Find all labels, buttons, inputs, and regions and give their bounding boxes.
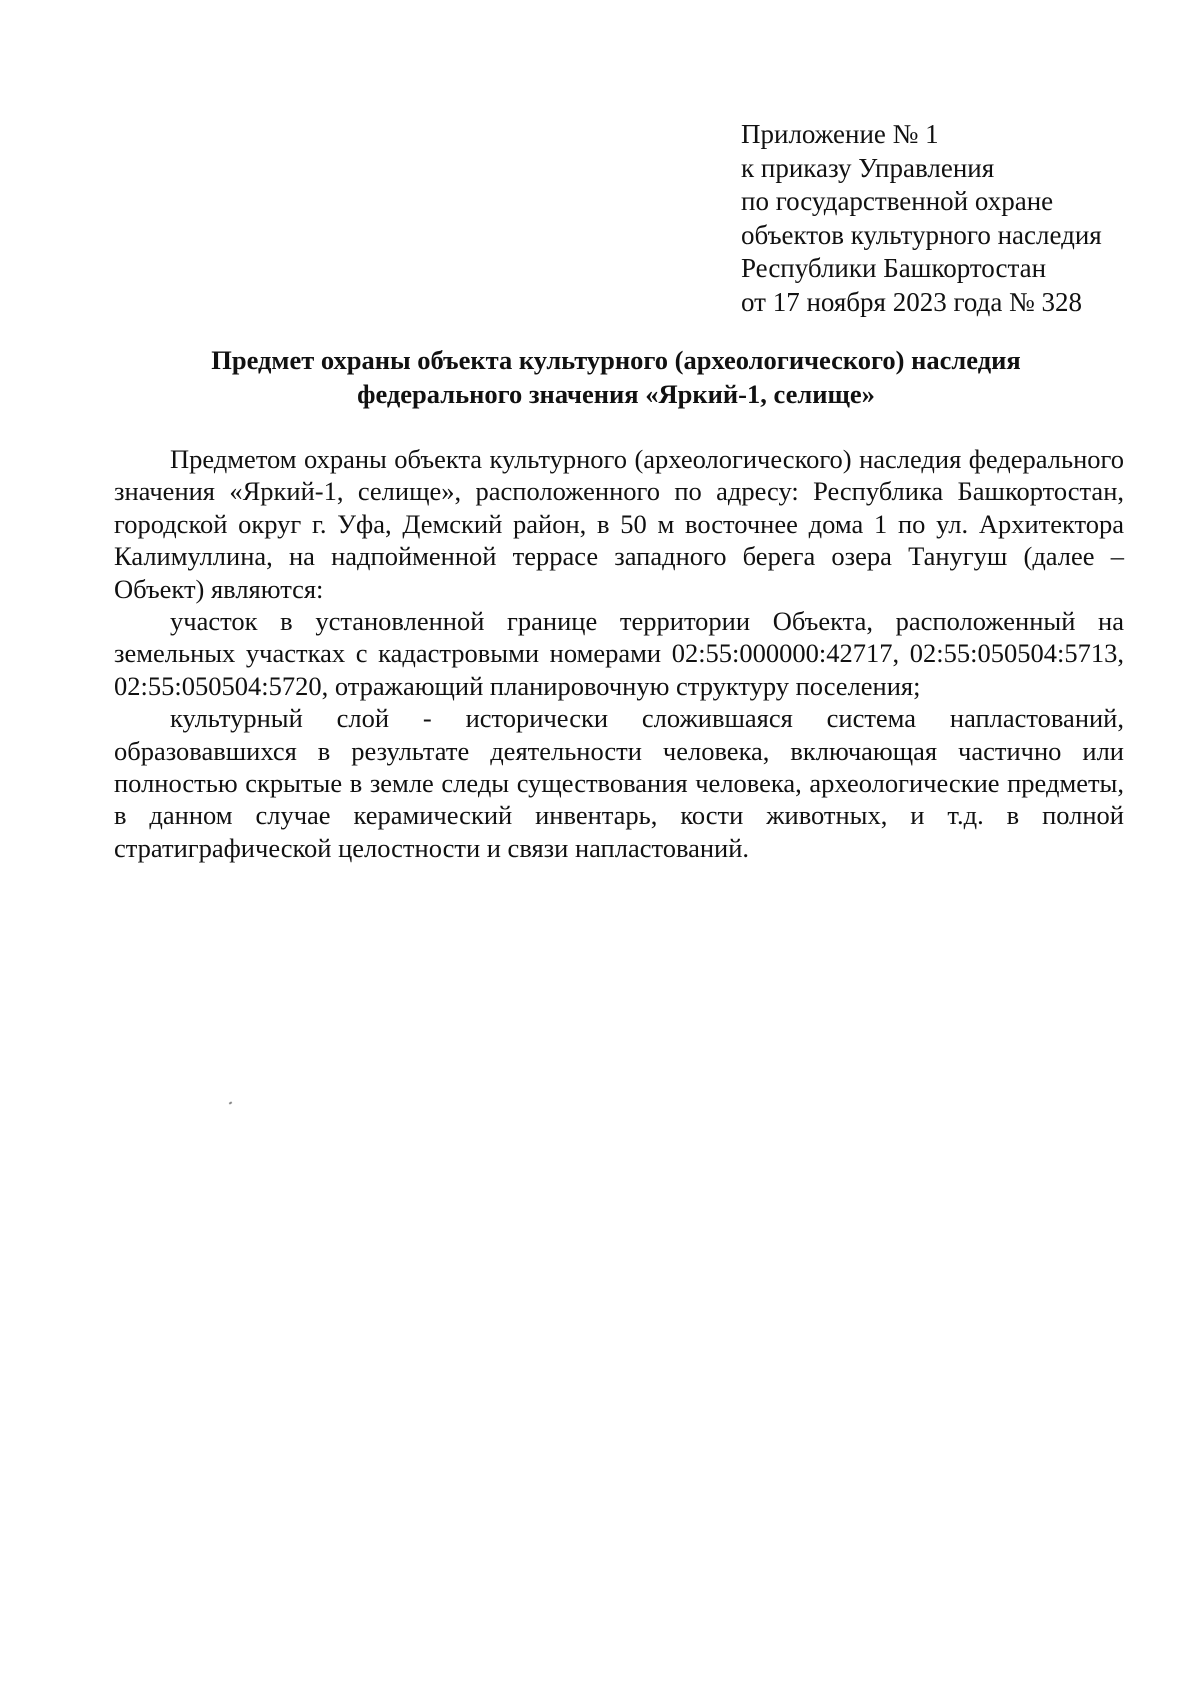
document-title-line-1: Предмет охраны объекта культурного (археологического) наследия bbox=[211, 345, 1021, 375]
body-paragraph-plot: участок в установленной границе территории Объекта, расположенный на земельных участках с кадастровыми номерами 02:55:000000:42717, 02:55:050504:5713, 02:55:050504:5720, отражающий планировочную структуру поселения; bbox=[114, 606, 1124, 701]
appendix-header bbox=[741, 118, 1161, 319]
scan-artifact bbox=[229, 1101, 233, 1104]
document-title bbox=[110, 344, 1122, 411]
appendix-line-objects: объектов культурного наследия bbox=[741, 219, 1102, 250]
appendix-line-department: по государственной охране bbox=[741, 186, 1054, 216]
appendix-line-order: к приказу Управления bbox=[741, 152, 995, 183]
appendix-line-republic: Республики Башкортостан bbox=[741, 253, 1047, 283]
document-body bbox=[114, 443, 1124, 864]
body-paragraph-intro: Предметом охраны объекта культурного (археологического) наследия федерального значения «Яркий-1, селище», расположенного по адресу: Республика Башкортостан, городской округ г. Уфа, Демский район, в 50 м восточнее дома 1 по ул. Архитектора Калимуллина, на надпойменной террасе западного берега озера Танугуш (далее – Объект) являются: bbox=[114, 444, 1124, 604]
document-title-line-2: федерального значения «Яркий-1, селище» bbox=[357, 378, 875, 409]
appendix-line-date: от 17 ноября 2023 года № 328 bbox=[741, 286, 1083, 317]
appendix-line-number: Приложение № 1 bbox=[741, 119, 939, 149]
body-paragraph-cultural-layer: культурный слой - исторически сложившаяся система напластований, образовавшихся в результате деятельности человека, включающая частично или полностью скрытые в земле следы существования человека, археологические предметы, в данном случае керамический инвентарь, кости животных, и т.д. в полной стратиграфической целостности и связи напластований. bbox=[114, 703, 1124, 863]
